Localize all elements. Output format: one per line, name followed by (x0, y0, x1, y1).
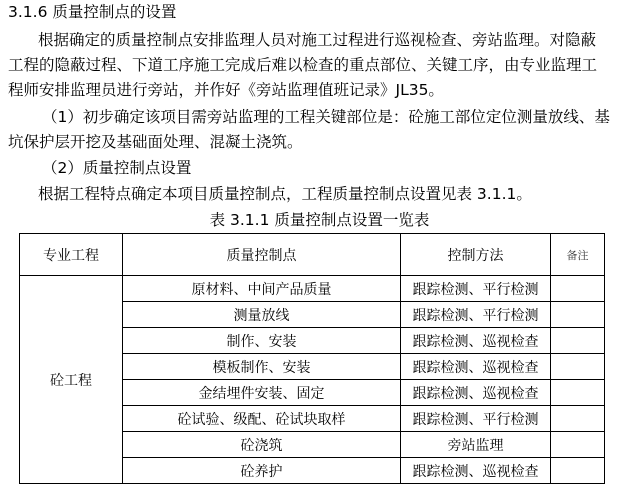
paragraph-line-6: （2）质量控制点设置 (42, 159, 192, 177)
paragraph-line-1: 根据确定的质量控制点安排监理人员对施工过程进行巡视检查、旁站监理。对隐蔽 (38, 31, 597, 49)
remarks-cell (551, 328, 605, 354)
paragraph-line-4: （1）初步确定该项目需旁站监理的工程关键部位是：砼施工部位定位测量放线、基 (42, 108, 610, 126)
control-point-cell: 原材料、中间产品质量 (123, 276, 401, 302)
control-method-cell: 跟踪检测、平行检测 (401, 302, 551, 328)
paragraph-line-2: 工程的隐蔽过程、下道工序施工完成后难以检查的重点部位、关键工序，由专业监理工 (8, 56, 598, 74)
header-discipline: 专业工程 (20, 234, 123, 276)
header-remarks: 备注 (551, 234, 605, 276)
control-point-cell: 模板制作、安装 (123, 354, 401, 380)
remarks-cell (551, 354, 605, 380)
control-point-cell: 砼浇筑 (123, 432, 401, 458)
control-point-cell: 砼养护 (123, 458, 401, 484)
control-point-cell: 金结埋件安装、固定 (123, 380, 401, 406)
header-control-method: 控制方法 (401, 234, 551, 276)
control-point-cell: 砼试验、级配、砼试块取样 (123, 406, 401, 432)
remarks-cell (551, 458, 605, 484)
remarks-cell (551, 380, 605, 406)
control-method-cell: 跟踪检测、平行检测 (401, 406, 551, 432)
control-method-cell: 跟踪检测、平行检测 (401, 276, 551, 302)
control-method-cell: 跟踪检测、巡视检查 (401, 328, 551, 354)
control-point-cell: 测量放线 (123, 302, 401, 328)
table-caption: 表 3.1.1 质量控制点设置一览表 (209, 211, 430, 229)
paragraph-line-3: 程师安排监理员进行旁站，并作好《旁站监理值班记录》JL35。 (8, 81, 444, 99)
remarks-cell (551, 406, 605, 432)
table-header-row (20, 234, 605, 276)
control-method-cell: 旁站监理 (401, 432, 551, 458)
control-method-cell: 跟踪检测、巡视检查 (401, 458, 551, 484)
section-heading: 3.1.6 质量控制点的设置 (8, 3, 177, 21)
control-method-cell: 跟踪检测、巡视检查 (401, 354, 551, 380)
control-point-cell: 制作、安装 (123, 328, 401, 354)
remarks-cell (551, 302, 605, 328)
remarks-cell (551, 432, 605, 458)
paragraph-line-5: 坑保护层开挖及基础面处理、混凝土浇筑。 (8, 133, 303, 151)
quality-control-table (19, 233, 605, 484)
discipline-cell: 砼工程 (20, 276, 123, 484)
control-method-cell: 跟踪检测、巡视检查 (401, 380, 551, 406)
paragraph-line-7: 根据工程特点确定本项目质量控制点，工程质量控制点设置见表 3.1.1。 (38, 185, 532, 203)
remarks-cell (551, 276, 605, 302)
table-row (20, 276, 605, 302)
header-control-point: 质量控制点 (123, 234, 401, 276)
